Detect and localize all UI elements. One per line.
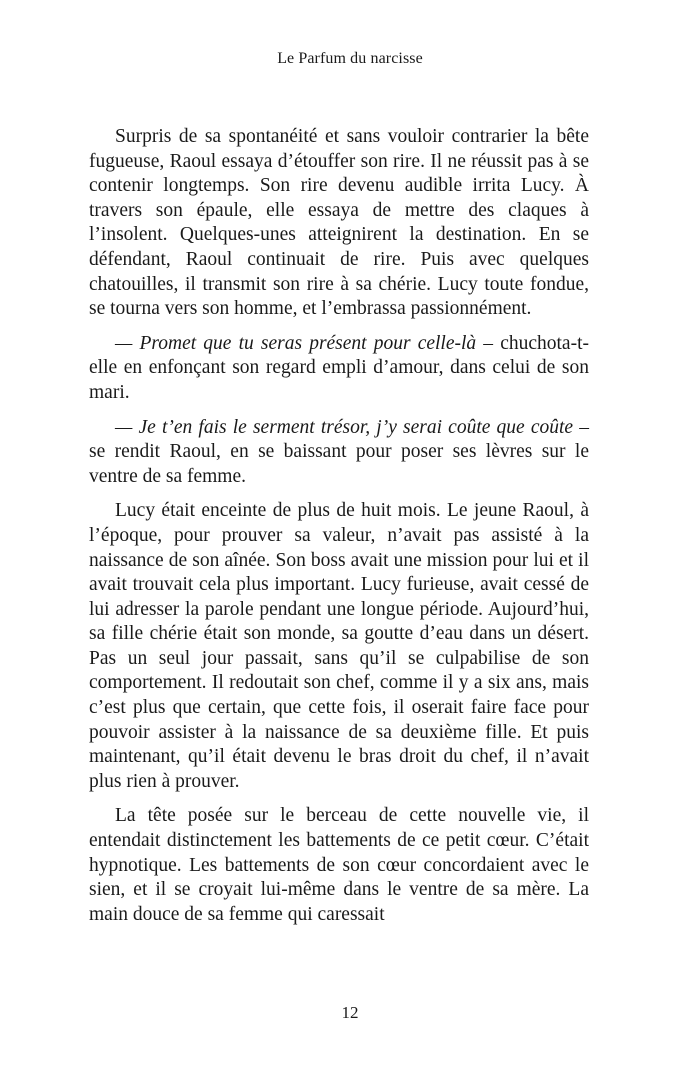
dialogue-line: — Je t’en fais le serment trésor, j’y serai coûte que coûte xyxy=(115,416,574,438)
paragraph-1 xyxy=(89,125,589,322)
page-number: 12 xyxy=(341,1003,359,1022)
paragraph-text: La tête posée sur le berceau de cette nouvelle vie, il entendait distinctement les battements de ce petit cœur. C’était hypnotique. Les battements de son cœur concordaient avec le sien, et il se croyait lui-même dans le ventre de sa mère. La main douce de sa femme qui caressait xyxy=(89,805,589,925)
running-header: Le Parfum du narcisse xyxy=(277,50,423,67)
body-text xyxy=(89,125,589,937)
dialogue-tag: – se rendit Raoul, en se baissant pour poser ses lèvres sur le ventre de sa femme. xyxy=(89,416,589,487)
dialogue-line: — Promet que tu seras présent pour celle-là xyxy=(115,332,477,354)
paragraph-5 xyxy=(89,804,589,927)
paragraph-text: Surpris de sa spontanéité et sans vouloir contrarier la bête fugueuse, Raoul essaya d’étouffer son rire. Il ne réussit pas à se contenir longtemps. Son rire devenu audible irrita Lucy. À travers son épaule, elle essaya de mettre des claques à l’insolent. Quelques-unes atteignirent la destination. En se défendant, Raoul continuait de rire. Puis avec quelques chatouilles, il transmit son rire à sa chérie. Lucy toute fondue, se tourna vers son homme, et l’embrassa passionnément. xyxy=(89,126,589,320)
paragraph-4 xyxy=(89,499,589,794)
dialogue-paragraph-1 xyxy=(89,332,589,406)
dialogue-paragraph-2 xyxy=(89,416,589,490)
dialogue-tag: – chuchota-t-elle en enfonçant son regard empli d’amour, dans celui de son mari. xyxy=(89,332,589,403)
paragraph-text: Lucy était enceinte de plus de huit mois. Le jeune Raoul, à l’époque, pour prouver sa valeur, n’avait pas assisté à la naissance de son aînée. Son boss avait une mission pour lui et il avait trouvait cela plus important. Lucy furieuse, avait cessé de lui adresser la parole pendant une longue période. Aujourd’hui, sa fille chérie était son monde, sa goutte d’eau dans un désert. Pas un seul jour passait, sans qu’il se culpabilise de son comportement. Il redoutait son chef, comme il y a six ans, mais c’est plus que certain, que cette fois, il oserait faire face pour pouvoir assister à la naissance de sa deuxième fille. Et puis maintenant, qu’il était devenu le bras droit du chef, il n’avait plus rien à prouver. xyxy=(89,500,589,792)
